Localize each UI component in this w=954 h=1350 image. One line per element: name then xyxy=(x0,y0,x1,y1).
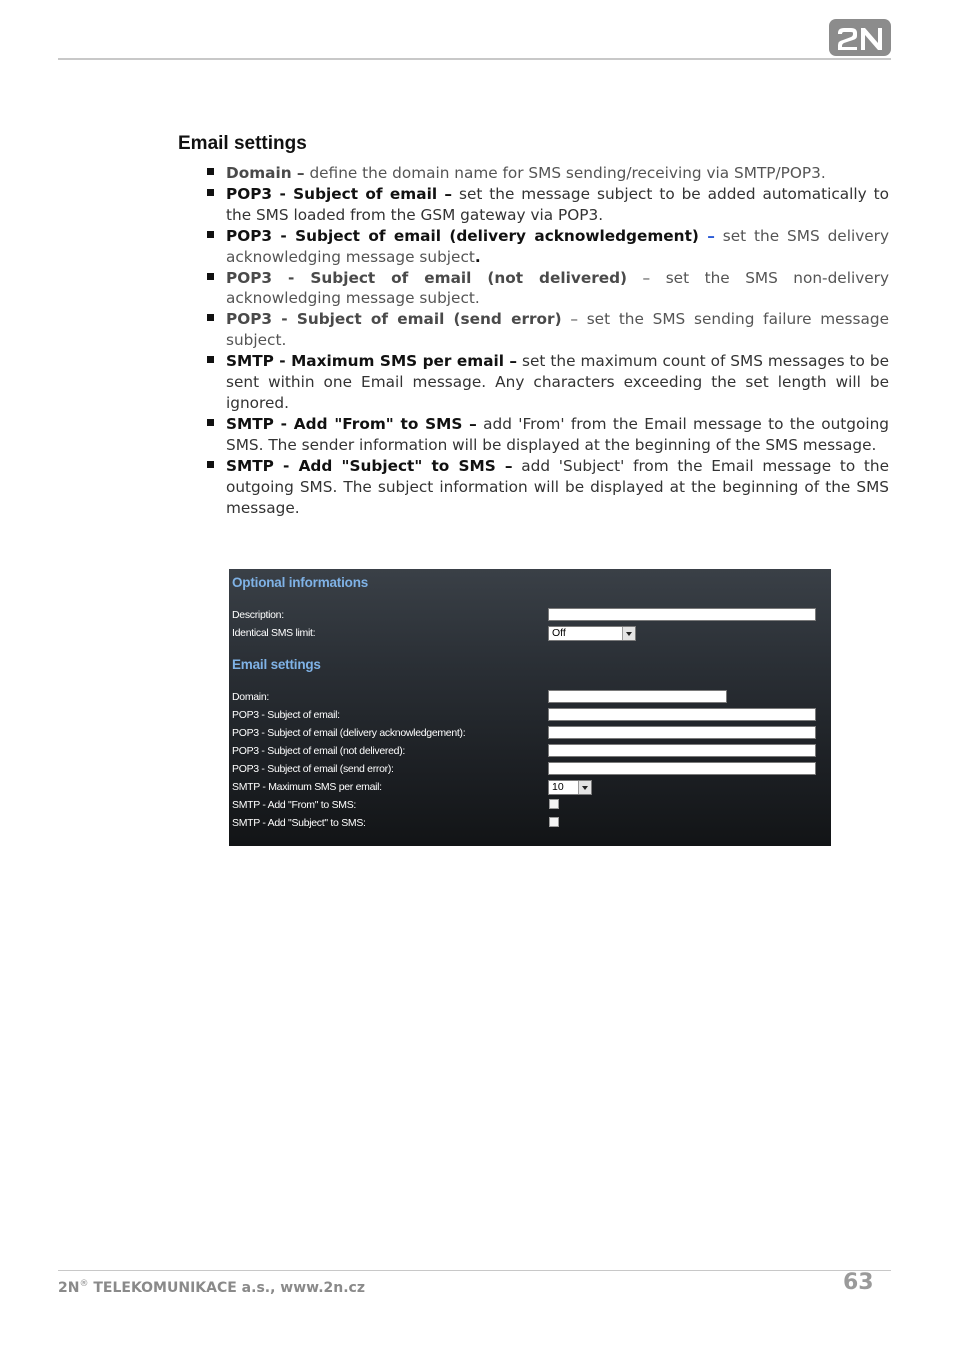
bullet-term: POP3 - Subject of email (not delivered) xyxy=(226,268,628,287)
domain-label: Domain: xyxy=(232,691,269,703)
settings-bullet-list xyxy=(204,163,889,518)
page-number: 63 xyxy=(843,1270,874,1295)
bullet-description: set the SMS delivery acknowledging message subject xyxy=(226,226,889,266)
pop3-delivery-ack-input[interactable] xyxy=(548,726,816,739)
bullet-description: define the domain name for SMS sending/receiving via SMTP/POP3. xyxy=(304,164,826,182)
footer-company-rest: TELEKOMUNIKACE a.s., www.2n.cz xyxy=(88,1280,365,1296)
smtp-max-sms-select[interactable] xyxy=(548,780,592,795)
pop3-subject-input[interactable] xyxy=(548,708,816,721)
bullet-description: – set the SMS non-delivery acknowledging message subject. xyxy=(226,268,890,308)
pop3-subject-label: POP3 - Subject of email: xyxy=(232,709,340,721)
bullet-description: add 'From' from the Email message to the outgoing SMS. The sender information will be displayed at the beginning of the SMS message. xyxy=(226,414,889,454)
smtp-max-sms-label: SMTP - Maximum SMS per email: xyxy=(232,781,382,793)
bullet-pop3-subject xyxy=(204,184,889,226)
registered-mark: ® xyxy=(79,1279,89,1289)
square-bullet-icon xyxy=(207,314,214,321)
pop3-not-delivered-label: POP3 - Subject of email (not delivered): xyxy=(232,745,406,757)
square-bullet-icon xyxy=(207,356,214,363)
square-bullet-icon xyxy=(207,461,214,468)
bullet-pop3-delivery-ack xyxy=(204,226,889,268)
square-bullet-icon xyxy=(207,168,214,175)
square-bullet-icon xyxy=(207,419,214,426)
bullet-description: add 'Subject' from the Email message to the outgoing SMS. The subject information will be displayed at the beginning of the SMS message. xyxy=(226,456,890,517)
smtp-add-subject-label: SMTP - Add "Subject" to SMS: xyxy=(232,817,366,829)
smtp-max-sms-value: 10 xyxy=(552,781,564,793)
smtp-add-from-checkbox[interactable] xyxy=(549,799,559,809)
email-settings-title: Email settings xyxy=(232,657,321,672)
square-bullet-icon xyxy=(207,231,214,238)
domain-input[interactable] xyxy=(548,690,727,703)
dropdown-arrow-icon xyxy=(622,627,635,640)
bullet-term: SMTP - Add "From" to SMS – xyxy=(226,414,477,433)
pop3-send-error-label: POP3 - Subject of email (send error): xyxy=(232,763,394,775)
square-bullet-icon xyxy=(207,273,214,280)
identical-sms-limit-select[interactable] xyxy=(548,626,636,641)
pop3-delivery-ack-label: POP3 - Subject of email (delivery acknowledgement): xyxy=(232,727,466,739)
bullet-description: set the message subject to be added automatically to the SMS loaded from the GSM gateway via POP3. xyxy=(226,184,890,224)
footer-company xyxy=(58,1279,365,1296)
description-input[interactable] xyxy=(548,608,816,621)
bullet-term: POP3 - Subject of email (send error) xyxy=(226,310,562,329)
square-bullet-icon xyxy=(207,189,214,196)
description-label: Description: xyxy=(232,609,284,621)
footer-divider xyxy=(58,1270,891,1271)
bullet-term: Domain – xyxy=(226,164,305,182)
bullet-smtp-from xyxy=(204,414,889,456)
logo-2n-icon xyxy=(834,24,886,52)
bullet-description: – set the SMS sending failure message subject. xyxy=(226,310,889,350)
dropdown-arrow-icon xyxy=(578,781,591,794)
bullet-term: SMTP - Maximum SMS per email – xyxy=(226,352,518,371)
bullet-tail: . xyxy=(474,247,481,266)
footer-company-prefix: 2N xyxy=(58,1280,80,1296)
bullet-term: SMTP - Add "Subject" to SMS – xyxy=(226,456,513,475)
bullet-smtp-subject xyxy=(204,456,889,519)
bullet-smtp-max xyxy=(204,351,889,414)
optional-informations-title: Optional informations xyxy=(232,575,369,590)
settings-screenshot-panel xyxy=(229,569,831,846)
smtp-add-subject-checkbox[interactable] xyxy=(549,817,559,827)
bullet-description: set the maximum count of SMS messages to be sent within one Email message. Any characters exceeding the set length will be ignored. xyxy=(226,352,889,412)
header-divider xyxy=(58,58,891,60)
identical-sms-limit-value: Off xyxy=(552,627,566,639)
smtp-add-from-label: SMTP - Add "From" to SMS: xyxy=(232,799,357,811)
brand-logo xyxy=(829,19,891,56)
bullet-domain xyxy=(204,163,889,184)
bullet-term: POP3 - Subject of email – xyxy=(226,184,453,203)
bullet-pop3-send-error xyxy=(204,309,889,351)
bullet-term: POP3 - Subject of email (delivery acknowledgement) xyxy=(226,226,699,245)
pop3-send-error-input[interactable] xyxy=(548,762,816,775)
bullet-dash: – xyxy=(698,226,715,245)
bullet-pop3-not-delivered xyxy=(204,268,889,310)
pop3-not-delivered-input[interactable] xyxy=(548,744,816,757)
identical-sms-limit-label: Identical SMS limit: xyxy=(232,627,316,639)
section-heading: Email settings xyxy=(178,133,307,154)
